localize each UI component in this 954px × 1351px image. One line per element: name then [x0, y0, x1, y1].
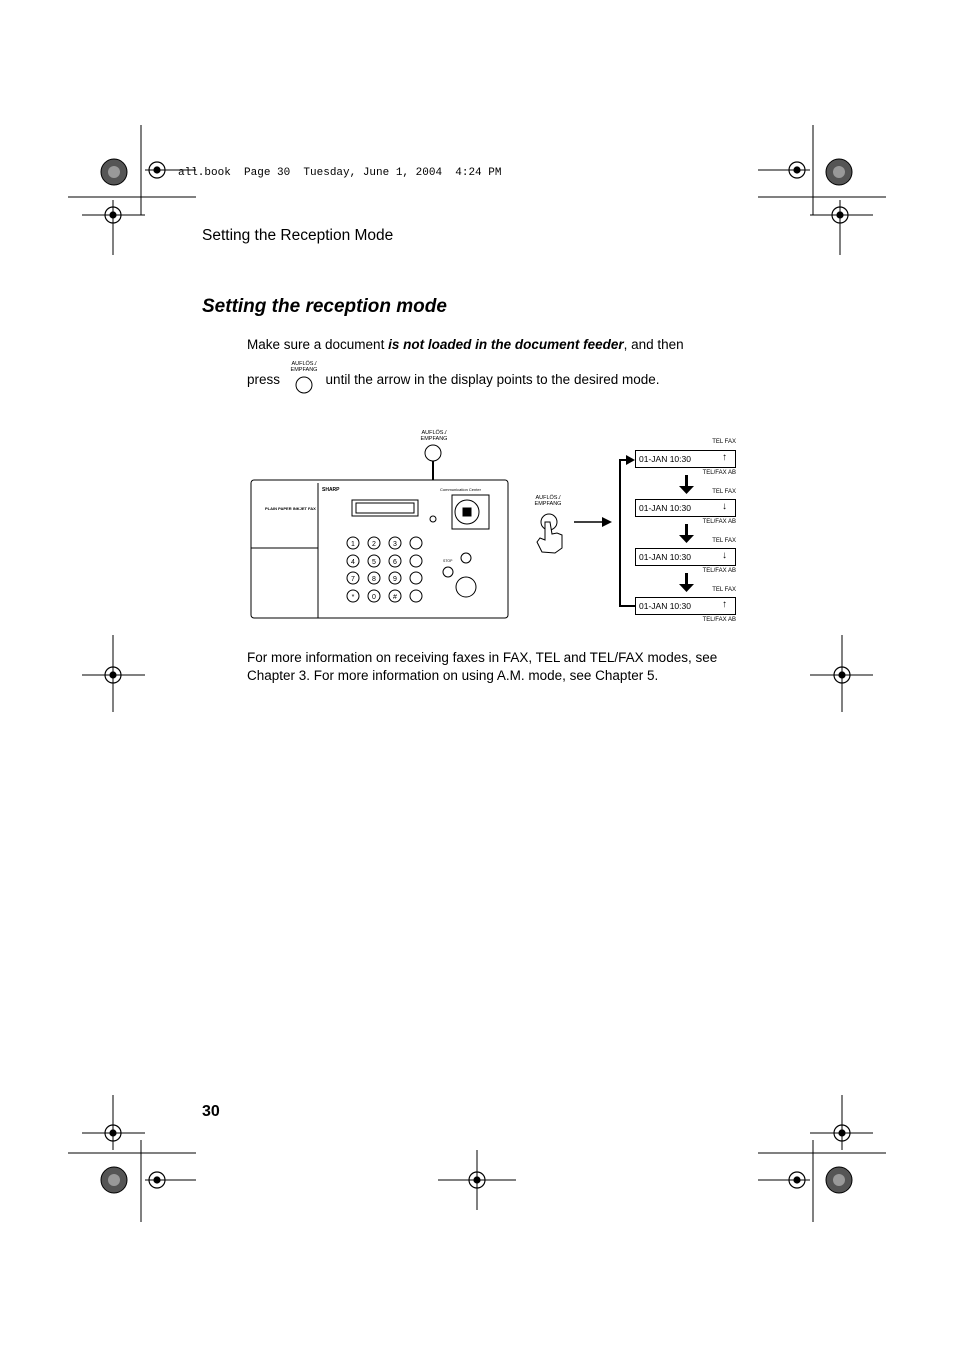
svg-text:3: 3: [393, 541, 397, 548]
display-4: [635, 597, 736, 615]
display-4-top: TEL FAX: [712, 587, 736, 593]
display-3-top: TEL FAX: [712, 538, 736, 544]
section-header: Setting the Reception Mode: [202, 227, 394, 244]
page-number: 30: [202, 1103, 220, 1120]
inline-key-label: AUFLÖS./ EMPFANG: [290, 361, 318, 373]
display-1-bottom: TEL/FAX AB: [702, 470, 736, 476]
display-4-bottom: TEL/FAX AB: [702, 617, 736, 623]
display-1: [635, 450, 736, 468]
svg-text:*: *: [351, 594, 355, 601]
display-2: [635, 499, 736, 517]
svg-text:STOP: STOP: [443, 559, 453, 563]
display-2-top: TEL FAX: [712, 489, 736, 495]
down-arrow-icon: ↓: [722, 550, 727, 561]
svg-text:PLAIN PAPER INKJET FAX: PLAIN PAPER INKJET FAX: [265, 506, 316, 511]
instruction-part-1: Make sure a document: [247, 337, 389, 352]
page-heading: Setting the reception mode: [202, 296, 447, 317]
svg-text:4: 4: [351, 559, 355, 566]
svg-text:0: 0: [372, 594, 376, 601]
display-1-top: TEL FAX: [712, 439, 736, 445]
svg-text:1: 1: [351, 541, 355, 548]
fax-key-label: AUFLÖS./ EMPFANG: [420, 430, 448, 442]
more-info-paragraph: For more information on receiving faxes in FAX, TEL and TEL/FAX modes, see Chapter 3. For more information on using A.M. mode, see Chapter 5.: [247, 650, 718, 683]
svg-text:7: 7: [351, 576, 355, 583]
hand-key-label: AUFLÖS./ EMPFANG: [534, 495, 562, 507]
display-1-text: 01-JAN 10:30: [639, 454, 691, 464]
instruction-press: press: [247, 372, 281, 387]
svg-text:6: 6: [393, 559, 397, 566]
display-3-text: 01-JAN 10:30: [639, 552, 691, 562]
display-2-text: 01-JAN 10:30: [639, 503, 691, 513]
instruction-part-2: , and then: [623, 337, 684, 352]
display-3: [635, 548, 736, 566]
up-arrow-icon: ↑: [722, 452, 727, 463]
svg-text:Communication Center: Communication Center: [440, 487, 481, 492]
display-3-bottom: TEL/FAX AB: [702, 568, 736, 574]
svg-text:9: 9: [393, 576, 397, 583]
svg-text:SHARP: SHARP: [322, 487, 340, 493]
svg-text:5: 5: [372, 559, 376, 566]
down-arrow-icon: ↓: [722, 501, 727, 512]
instruction-emphasis: is not loaded in the document feeder: [388, 337, 624, 352]
print-stamp: all.book Page 30 Tuesday, June 1, 2004 4:24 PM: [178, 167, 502, 179]
up-arrow-icon: ↑: [722, 599, 727, 610]
display-4-text: 01-JAN 10:30: [639, 601, 691, 611]
instruction-part-3: until the arrow in the display points to the desired mode.: [325, 372, 660, 387]
svg-text:2: 2: [372, 541, 376, 548]
svg-text:#: #: [393, 594, 397, 601]
display-2-bottom: TEL/FAX AB: [702, 519, 736, 525]
svg-text:8: 8: [372, 576, 376, 583]
